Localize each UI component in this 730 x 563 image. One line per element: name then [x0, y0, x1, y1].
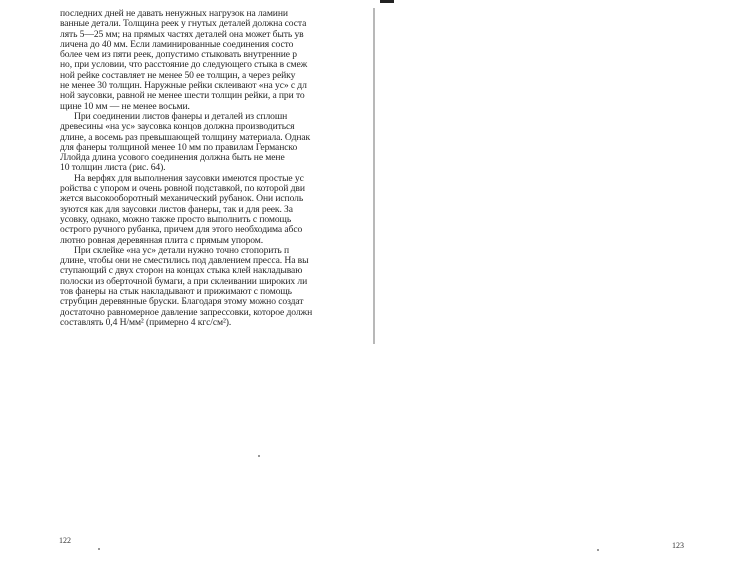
page-number-right: 123 [672, 541, 684, 550]
text-line: последних дней не давать ненужных нагрузок на ламини [60, 9, 288, 19]
text-line: ройства с упором и очень ровной подставкой, по которой дви [60, 184, 305, 195]
scan-edge-mark [380, 0, 394, 3]
text-line: усовку, однако, можно также просто выполнить с помощь [60, 214, 292, 225]
paragraph [60, 9, 374, 112]
text-line: На верфях для выполнения заусовки имеются простые ус [74, 173, 304, 184]
text-line: лять 5—25 мм; на прямых частях деталей она может быть ув [60, 29, 304, 40]
text-line: жется высокооборотный механический рубанок. Они исполь [60, 194, 304, 205]
page-number-left: 122 [59, 536, 71, 545]
text-line: более чем из пяти реек, допустимо стыковать внутренние р [60, 50, 297, 61]
text-line: лютно ровная деревянная плита с прямым упором. [60, 235, 264, 246]
text-line: щине 10 мм — не менее восьми. [60, 101, 190, 112]
text-line: тов фанеры на стык накладывают и прижимают с помощь [60, 287, 292, 298]
text-line: ступающий с двух сторон на концах стыка клей накладываю [60, 266, 303, 277]
scan-speck [258, 455, 260, 457]
scan-speck [98, 548, 100, 550]
paragraph [60, 246, 374, 328]
text-line: не менее 30 толщин. Наружные рейки склеивают «на ус» с дл [60, 81, 307, 92]
text-line: составлять 0,4 Н/мм² (примерно 4 кгс/см²). [60, 317, 232, 328]
text-line: длине, чтобы они не сместились под давлением пресса. На вы [60, 256, 309, 267]
body-text-column [60, 9, 374, 354]
text-line: острого ручного рубанка, причем для этого необходима абсо [60, 225, 303, 236]
text-line: полоски из оберточной бумаги, а при склеивании широких ли [60, 276, 308, 287]
text-line: для фанеры толщиной менее 10 мм по правилам Германско [60, 142, 298, 153]
text-line: 10 толщин листа (рис. 64). [60, 163, 166, 174]
scan-speck [597, 549, 599, 551]
text-line: При склейке «на ус» детали нужно точно стопорить п [74, 245, 290, 256]
text-line: но, при условии, что расстояние до следующего стыка в смеж [60, 60, 308, 71]
paragraph [60, 112, 374, 174]
text-line: древесины «на ус» заусовка концов должна производиться [60, 122, 295, 133]
text-line: зуются как для заусовки листов фанеры, так и для реек. За [60, 204, 293, 215]
text-line: ванные детали. Толщина реек у гнутых деталей должна соста [60, 19, 307, 30]
text-line: длине, а восемь раз превышающей толщину материала. Однак [60, 132, 311, 143]
text-line: ной рейке составляет не менее 50 ее толщин, а через рейку [60, 70, 296, 81]
text-line: ной заусовки, равной не менее шести толщин рейки, а при то [60, 91, 305, 102]
text-line: При соединении листов фанеры и деталей из сплошн [74, 111, 288, 122]
text-line: струбцин деревянные бруски. Благодаря этому можно создат [60, 297, 304, 308]
text-line: Ллойда длина усового соединения должна быть не мене [60, 153, 285, 164]
text-line: личена до 40 мм. Если ламинированные соединения состо [60, 39, 294, 50]
text-line: достаточно равномерное давление запрессовки, которое должн [60, 307, 313, 318]
paragraph [60, 174, 374, 246]
